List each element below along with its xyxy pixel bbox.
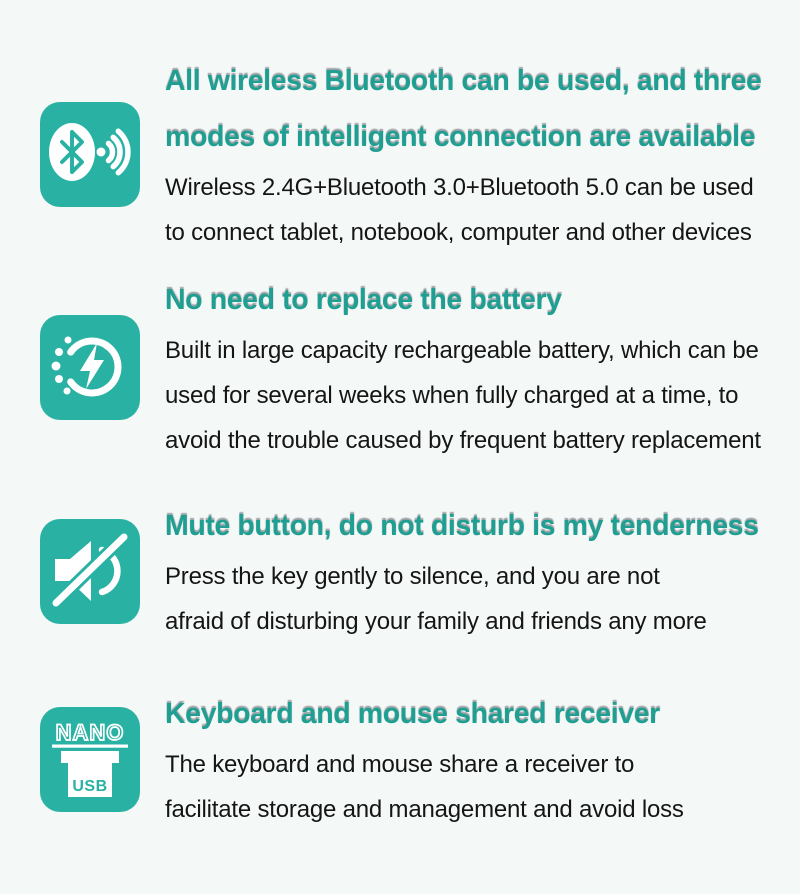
feature-body-line: used for several weeks when fully charged at a time, to [165,382,739,409]
bluetooth-wireless-icon-svg [40,102,140,207]
mute-speaker-icon [40,519,140,624]
feature-title-line: Mute button, do not disturb is my tenderness [165,510,759,542]
signal-dot [97,147,106,156]
nano-label: NANO [55,719,125,745]
nano-usb-receiver-icon [40,707,140,812]
feature-body-line: facilitate storage and management and avoid loss [165,796,684,823]
feature-title-line: No need to replace the battery [165,284,562,316]
feature-section-receiver [0,686,800,832]
feature-body-line: Press the key gently to silence, and you are not [165,563,660,590]
feature-text-bluetooth [165,53,761,255]
feature-title-line: Keyboard and mouse shared receiver [165,698,660,730]
feature-section-bluetooth [0,53,800,255]
battery-charge-icon-svg [40,315,140,420]
mute-speaker-icon-svg [40,519,140,624]
feature-title-line: modes of intelligent connection are available [165,121,756,153]
usb-cap [61,751,119,763]
feature-text-receiver [165,686,684,832]
usb-label: USB [72,777,108,795]
feature-section-battery [0,272,800,463]
feature-title-line: All wireless Bluetooth can be used, and three [165,65,762,97]
feature-body-line: afraid of disturbing your family and friends any more [165,608,707,635]
bluetooth-wireless-icon [40,102,140,207]
nano-underline [52,744,128,747]
feature-section-mute [0,498,800,644]
feature-body-line: avoid the trouble caused by frequent battery replacement [165,427,761,454]
feature-body-line: Built in large capacity rechargeable battery, which can be [165,337,759,364]
feature-body-line: The keyboard and mouse share a receiver to [165,751,635,778]
nano-usb-receiver-icon-svg [40,707,140,812]
feature-text-mute [165,498,759,644]
feature-body-line: Wireless 2.4G+Bluetooth 3.0+Bluetooth 5.0 can be used [165,174,754,201]
feature-body-line: to connect tablet, notebook, computer and other devices [165,219,752,246]
feature-text-battery [165,272,761,463]
battery-charge-icon [40,315,140,420]
